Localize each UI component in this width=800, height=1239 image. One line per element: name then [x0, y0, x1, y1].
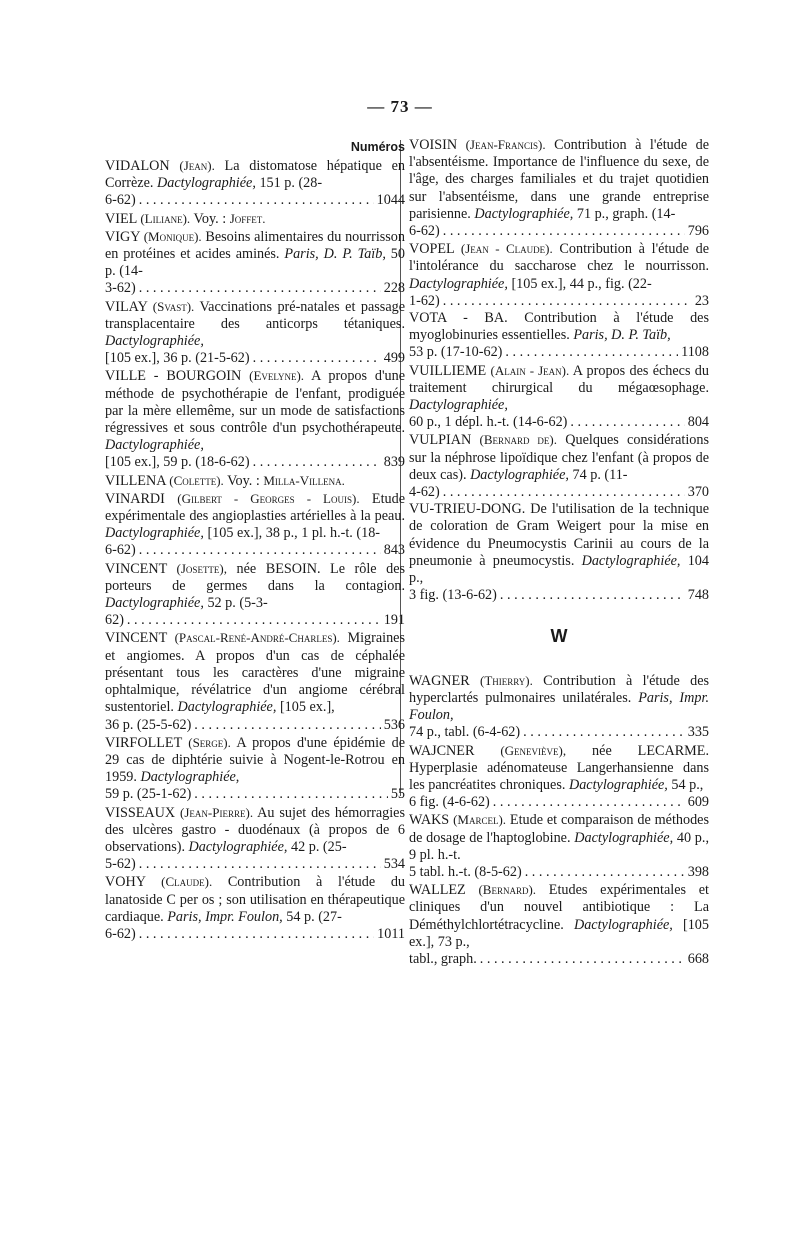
entry-dateline: [409, 587, 709, 604]
author-forename: (Serge).: [188, 734, 231, 750]
entry-dateline: [409, 484, 709, 501]
bibliography-entry: [409, 742, 709, 812]
cross-reference: Milla-Villena.: [263, 472, 345, 488]
entry-text: [409, 501, 709, 587]
entry-date: 59 p. (25-1-62): [105, 786, 192, 803]
pagination-info: [105 ex.],: [276, 699, 335, 716]
pagination-info: 104 p.,: [409, 552, 709, 587]
publication-info: Dactylographiée,: [105, 595, 204, 612]
entry-title: Etude expérimentale des angioplasties artérielles à la peau.: [105, 490, 406, 525]
bibliography-entry: [105, 490, 405, 560]
dot-leader: [525, 864, 685, 881]
pagination-info: 54 p. (27-: [282, 908, 342, 925]
entry-number: 398: [687, 863, 709, 880]
bibliography-entry: [409, 310, 709, 362]
entry-text: [105, 490, 405, 543]
entry-text: [105, 629, 405, 716]
author-surname: VOHY: [105, 874, 146, 891]
publication-info: Dactylographiée,: [140, 769, 240, 786]
author-forename: (Liliane).: [140, 210, 191, 226]
entry-title: Contribution à l'étude des myoglobinuries essentielles.: [409, 310, 709, 344]
entry-number: 55: [390, 786, 405, 803]
author-forename: (Thierry).: [480, 672, 533, 688]
right-entry-list-bottom: [409, 672, 709, 968]
entry-date: 4-62): [409, 484, 440, 501]
publication-info: Paris, D. P. Taïb,: [284, 246, 386, 263]
author-surname: VIEL: [105, 210, 137, 227]
author-surname: VOTA - BA.: [409, 310, 508, 327]
bibliography-entry: [105, 210, 405, 228]
dot-leader: [253, 350, 381, 367]
entry-title: De l'utilisation de la technique de coloration de Gram Weigert pour la mise en évidence du Pneumocystis Carinii au cours de la pneumonie à pneumocystis.: [409, 501, 709, 569]
bibliography-entry: [105, 873, 405, 943]
cross-reference: Joffet.: [229, 210, 266, 226]
left-entry-list: [105, 157, 405, 943]
bibliography-entry: [105, 734, 405, 804]
dot-leader: [194, 786, 388, 803]
column-header-numeros: Numéros: [350, 140, 405, 154]
bibliography-entry: [409, 362, 709, 432]
bibliography-entry: [409, 672, 709, 742]
bibliography-entry: [105, 367, 405, 471]
publication-info: Dactylographiée,: [573, 916, 673, 933]
entry-title: née BESOIN. Le rôle des porteurs de germes dans la contagion.: [105, 560, 406, 594]
entry-number: 804: [687, 414, 709, 431]
pagination-info: 151 p. (28-: [255, 175, 323, 192]
author-forename: (Geneviève),: [500, 742, 567, 758]
entry-dateline: [105, 280, 405, 297]
entry-date: 5-62): [105, 856, 136, 873]
bibliography-entry: [105, 560, 405, 630]
entry-date: 74 p., tabl. (6-4-62): [409, 724, 521, 741]
entry-date: [105 ex.], 36 p. (21-5-62): [105, 350, 250, 367]
entry-number: 1011: [377, 925, 405, 942]
author-forename: (Alain - Jean).: [490, 362, 570, 378]
entry-date: [105 ex.], 59 p. (18-6-62): [105, 454, 250, 471]
entry-text: [105, 298, 405, 351]
entry-number: 228: [383, 280, 405, 297]
publication-info: Dactylographiée,: [470, 466, 569, 483]
entry-text: [105, 472, 405, 490]
entry-date: 6-62): [105, 542, 136, 559]
entry-title: Migraines et angiomes. A propos d'un cas de céphalée présentant tous les caractères d'une migraine ophtalmique, révélatrice d'un angiome cérébral sustentoriel.: [105, 630, 405, 716]
entry-date: 6 fig. (4-6-62): [409, 794, 490, 811]
entry-number: 370: [687, 484, 709, 501]
entry-number: 843: [383, 542, 405, 559]
dot-leader: [480, 951, 685, 968]
entry-text: [409, 310, 709, 344]
entry-dateline: [105, 454, 405, 471]
author-surname: VOPEL: [409, 241, 455, 258]
entry-number: 796: [687, 223, 709, 240]
entry-dateline: [409, 864, 709, 881]
entry-date: 62): [105, 612, 124, 629]
entry-number: 335: [687, 724, 709, 741]
entry-dateline: [105, 192, 405, 209]
author-forename: (Bernard de).: [479, 432, 558, 448]
entry-number: 499: [383, 350, 405, 367]
entry-date: 6-62): [105, 925, 136, 942]
entry-number: 534: [383, 856, 405, 873]
author-surname: VOISIN: [409, 137, 458, 153]
author-surname: VINARDI: [105, 490, 165, 507]
author-forename: (Bernard).: [478, 882, 537, 898]
entry-text: [409, 136, 709, 223]
publication-info: Dactylographiée,: [409, 397, 508, 414]
entry-dateline: [409, 951, 709, 968]
author-surname: VILLENA: [105, 472, 166, 489]
entry-title: Etude et comparaison de méthodes de dosage de l'haptoglobine.: [409, 812, 709, 846]
author-surname: VINCENT: [105, 560, 168, 577]
bibliography-entry: [105, 629, 405, 733]
author-surname: VU-TRIEU-DONG.: [409, 501, 526, 518]
dot-leader: [493, 794, 685, 811]
entry-title: Voy. :: [190, 210, 230, 227]
author-surname: VISSEAUX: [105, 804, 176, 821]
pagination-info: 50 p. (14-: [105, 246, 405, 280]
bibliography-entry: [409, 240, 709, 310]
entry-date: 36 p. (25-5-62): [105, 716, 192, 733]
entry-dateline: [105, 717, 405, 734]
entry-dateline: [409, 223, 709, 240]
author-forename: (Claude).: [161, 874, 213, 890]
entry-text: [409, 672, 709, 725]
author-forename: (Jean-Francis).: [465, 137, 546, 152]
pagination-info: 52 p. (5-3-: [203, 595, 268, 612]
publication-info: Dactylographiée,: [105, 437, 204, 454]
entry-title: Contribution à l'étude de l'intolérance du saccharose chez le nourrisson.: [409, 241, 709, 275]
publication-info: Dactylographiée,: [105, 333, 204, 350]
dot-leader: [443, 293, 692, 310]
dot-leader: [443, 484, 685, 501]
entry-dateline: [409, 344, 709, 361]
pagination-info: 40 p., 9 pl. h.-t.: [409, 829, 709, 863]
dot-leader: [443, 223, 685, 240]
pagination-info: [105 ex.], 44 p., fig. (22-: [507, 275, 652, 292]
dot-leader: [139, 192, 374, 209]
entry-date: 60 p., 1 dépl. h.-t. (14-6-62): [409, 414, 568, 431]
dot-leader: [505, 344, 678, 361]
dot-leader: [127, 612, 381, 629]
dot-leader: [139, 542, 381, 559]
entry-title: Contribution à l'étude de l'absentéisme. Importance de l'influence du sexe, de l'âge, des charges familiales et du trajet quotidien sur l'absentéisme, dans une grande entreprise parisienne.: [409, 137, 709, 222]
entry-date: 3 fig. (13-6-62): [409, 587, 497, 604]
entry-dateline: [105, 856, 405, 873]
entry-date: 3-62): [105, 280, 136, 297]
author-surname: VIDALON: [105, 158, 170, 174]
author-surname: VINCENT: [105, 630, 168, 647]
dot-leader: [523, 724, 685, 741]
entry-number: 1108: [681, 344, 709, 361]
entry-text: [105, 873, 405, 926]
pagination-info: 71 p., graph. (14-: [573, 205, 676, 222]
entry-number: 1044: [376, 192, 405, 209]
publication-info: Dactylographiée,: [188, 838, 288, 855]
dot-leader: [194, 717, 380, 734]
entry-text: [409, 881, 709, 951]
entry-text: [105, 228, 405, 281]
entry-text: [409, 240, 709, 293]
entry-title: Besoins alimentaires du nourrisson en protéines et acides aminés.: [105, 228, 405, 263]
author-forename: (Evelyne).: [249, 368, 305, 384]
entry-dateline: [105, 612, 405, 629]
author-surname: VUILLIEME: [409, 362, 487, 379]
entry-dateline: [409, 794, 709, 811]
entry-dateline: [409, 414, 709, 431]
entry-text: [409, 431, 709, 484]
publication-info: Dactylographiée,: [474, 205, 574, 222]
author-forename: (Pascal-René-André-Charles).: [174, 630, 340, 646]
left-column: [105, 136, 405, 943]
dot-leader: [500, 587, 685, 604]
bibliography-entry: [105, 157, 405, 210]
entry-dateline: [105, 542, 405, 559]
bibliography-entry: [105, 804, 405, 874]
publication-info: Dactylographiée,: [568, 776, 668, 793]
entry-date: 5 tabl. h.-t. (8-5-62): [409, 863, 522, 880]
publication-info: Dactylographiée,: [409, 275, 508, 292]
author-forename: (Jean - Claude).: [460, 241, 553, 257]
entry-text: [105, 157, 405, 192]
pagination-info: 54 p.,: [667, 776, 704, 793]
entry-title: Contribution à l'étude du lanatoside C per os ; son utilisation en thérapeutique cardiaque.: [105, 874, 406, 925]
entry-text: [105, 210, 405, 228]
bibliography-entry: [105, 472, 405, 490]
entry-title: A propos d'une épidémie de 29 cas de diphtérie suivie à Nogent-le-Rotrou en 1959.: [105, 734, 406, 786]
entry-text: [409, 742, 709, 795]
publication-info: Dactylographiée,: [177, 699, 277, 716]
author-surname: WAJCNER: [409, 742, 475, 759]
publication-info: Dactylographiée,: [581, 552, 681, 569]
publication-info: Paris, Impr. Foulon,: [409, 689, 709, 724]
dot-leader: [139, 856, 381, 873]
pagination-info: 42 p. (25-: [287, 838, 347, 855]
entry-number: 839: [383, 454, 405, 471]
pagination-info: [105 ex.], 38 p., 1 pl. h.-t. (18-: [203, 525, 381, 542]
entry-date: tabl., graph.: [409, 950, 477, 967]
entry-dateline: [105, 350, 405, 367]
author-forename: (Jean-Pierre).: [180, 804, 254, 820]
entry-title: A propos des échecs du traitement chirurgical du mégaœsophage.: [409, 362, 709, 396]
pagination-info: 74 p. (11-: [568, 466, 628, 483]
author-forename: (Josette),: [176, 560, 228, 576]
entry-dateline: [409, 724, 709, 741]
entry-number: 23: [694, 292, 709, 309]
dot-leader: [253, 454, 381, 471]
entry-dateline: [409, 293, 709, 310]
entry-number: 536: [383, 716, 405, 733]
author-surname: VIRFOLLET: [105, 734, 182, 751]
entry-date: 6-62): [409, 223, 440, 240]
author-surname: WAGNER: [409, 672, 470, 689]
entry-text: [105, 734, 405, 787]
author-forename: (Monique).: [143, 228, 202, 244]
bibliography-entry: [105, 228, 405, 298]
dot-leader: [139, 280, 381, 297]
author-surname: WAKS: [409, 812, 450, 829]
right-entry-list-top: [409, 136, 709, 604]
entry-title: Quelques considérations sur la néphrose lipoïdique chez l'enfant (à propos de deux cas).: [409, 432, 710, 483]
bibliography-entry: [105, 298, 405, 368]
author-forename: (Svast).: [152, 298, 195, 314]
entry-title: Voy. :: [223, 472, 264, 489]
section-letter: W: [550, 626, 568, 647]
bibliography-entry: [409, 431, 709, 501]
entry-number: 748: [687, 587, 709, 604]
entry-text: [409, 811, 709, 864]
entry-number: 668: [687, 950, 709, 967]
publication-info: Dactylographiée,: [157, 175, 256, 192]
entry-text: [409, 362, 709, 415]
entry-text: [105, 804, 405, 857]
entry-text: [105, 560, 405, 613]
author-forename: (Gilbert - Georges - Louis).: [177, 490, 360, 506]
entry-title: La distomatose hépatique en Corrèze.: [105, 158, 405, 192]
author-surname: VULPIAN: [409, 432, 472, 449]
bibliography-entry: [409, 811, 709, 881]
entry-dateline: [105, 926, 405, 943]
author-forename: (Colette).: [169, 472, 224, 488]
entry-date: 1-62): [409, 292, 440, 309]
entry-title: A propos d'une méthode de psychothérapie de l'enfant, prodiguée par la mère ellemême, sur un mode de satisfactions régressives et sous contrôle d'un psychothérapeute.: [105, 368, 406, 437]
right-column: [409, 136, 709, 968]
bibliography-entry: [409, 136, 709, 240]
entry-number: 609: [687, 794, 709, 811]
publication-info: Dactylographiée,: [574, 829, 674, 846]
entry-title: Au sujet des hémorragies des ulcères gastro - duodénaux (à propos de 6 observations).: [105, 804, 405, 855]
entry-dateline: [105, 786, 405, 803]
bibliography-entry: [409, 881, 709, 968]
dot-leader: [139, 926, 374, 943]
bibliography-entry: [409, 501, 709, 604]
author-surname: VILAY: [105, 298, 148, 315]
author-surname: VILLE - BOURGOIN: [105, 368, 242, 385]
dot-leader: [570, 414, 684, 431]
publication-info: Paris, Impr. Foulon,: [167, 908, 283, 925]
entry-title: Vaccinations pré-natales et passage transplacentaire des anticorps tétaniques.: [105, 298, 406, 332]
publication-info: Dactylographiée,: [105, 525, 204, 542]
pagination-info: [105 ex.], 73 p.,: [409, 916, 709, 950]
entry-title: Etudes expérimentales et cliniques d'un nouvel antibiotique : La Déméthylchlortétracycline.: [409, 882, 709, 933]
author-surname: VIGY: [105, 228, 140, 245]
author-forename: (Jean).: [179, 158, 215, 173]
entry-title: née LECARME. Hyperplasie adénomateuse Langerhansienne dans les pancréatites chroniques.: [409, 742, 709, 793]
entry-date: 6-62): [105, 192, 136, 209]
entry-number: 191: [383, 612, 405, 629]
author-forename: (Marcel).: [453, 812, 507, 828]
entry-date: 53 p. (17-10-62): [409, 344, 503, 361]
publication-info: Paris, D. P. Taïb,: [573, 327, 671, 344]
page-number: — 73 —: [367, 97, 433, 116]
author-surname: WALLEZ: [409, 882, 466, 899]
entry-text: [105, 367, 405, 454]
entry-title: Contribution à l'étude des hyperclartés pulmonaires unilatérales.: [409, 672, 710, 706]
